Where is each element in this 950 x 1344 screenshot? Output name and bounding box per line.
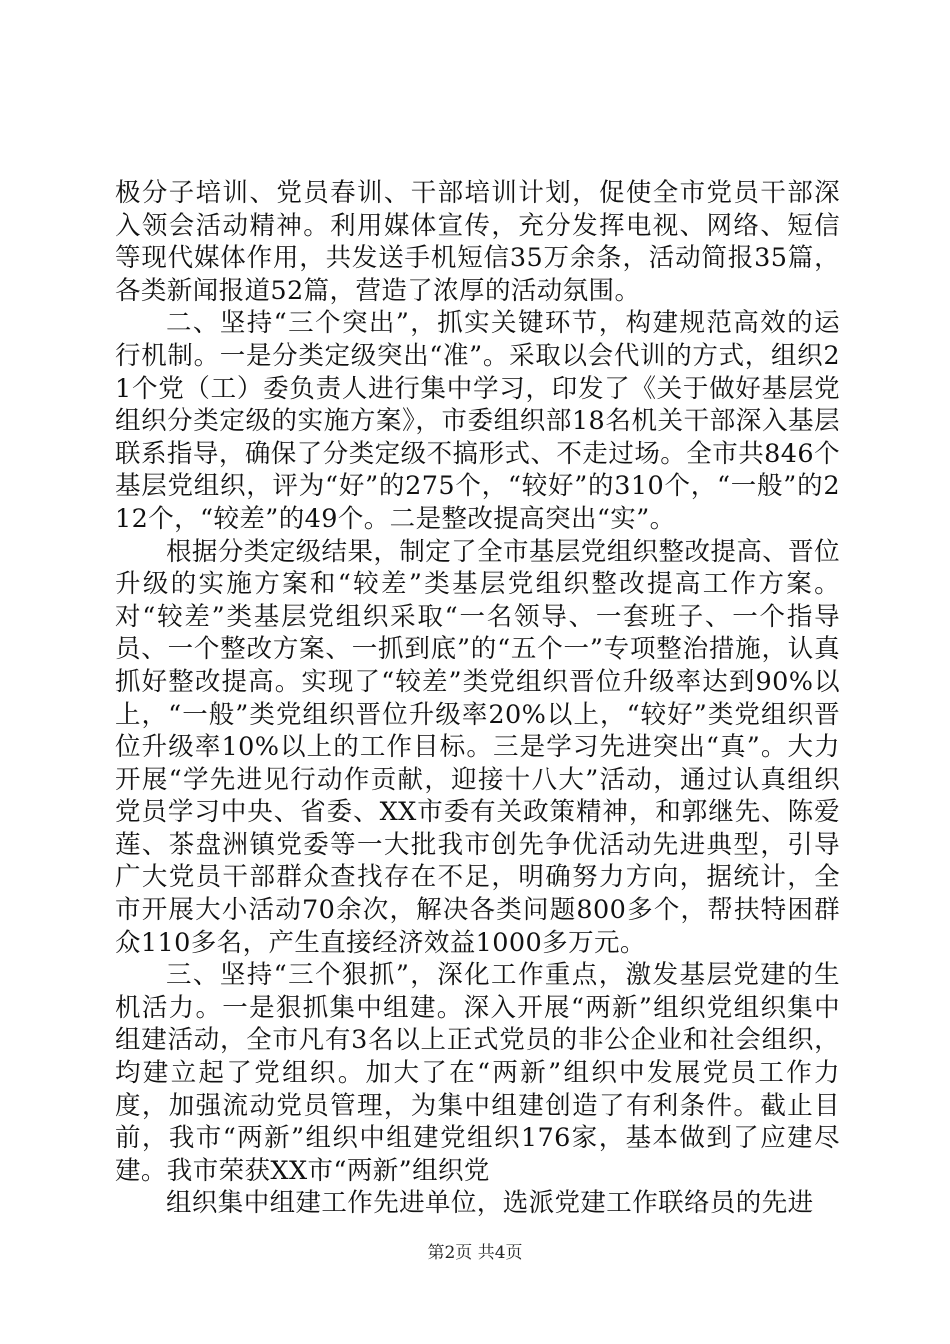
paragraph-4: 三、坚持“三个狠抓”，深化工作重点，激发基层党建的生机活力。一是狠抓集中组建。深入开展“两新”组织党组织集中组建活动，全市凡有3名以上正式党员的非公企业和社会组织，均建立起了党组织。加大了在“两新”组织中发展党员工作力度，加强流动党员管理，为集中组建创造了有利条件。截止目前，我市“两新”组织中组建党组织176家，基本做到了应建尽建。我市荣获XX市“两新”组织党 — [115, 960, 840, 1186]
paragraph-2: 二、坚持“三个突出”，抓实关键环节，构建规范高效的运行机制。一是分类定级突出“准”。采取以会代训的方式，组织21个党（工）委负责人进行集中学习，印发了《关于做好基层党组织分类定级的实施方案》，市委组织部18名机关干部深入基层联系指导，确保了分类定级不搞形式、不走过场。全市共846个基层党组织，评为“好”的275个，“较好”的310个，“一般”的212个，“较差”的49个。二是整改提高突出“实”。 — [115, 308, 840, 534]
paragraph-5: 组织集中组建工作先进单位，选派党建工作联络员的先进 — [166, 1188, 814, 1219]
document-body — [115, 177, 840, 1220]
page-footer: 第2页 共4页 — [427, 1243, 523, 1263]
paragraph-3: 根据分类定级结果，制定了全市基层党组织整改提高、晋位升级的实施方案和“较差”类基层党组织整改提高工作方案。对“较差”类基层党组织采取“一名领导、一套班子、一个指导员、一个整改方案、一抓到底”的“五个一”专项整治措施，认真抓好整改提高。实现了“较差”类党组织晋位升级率达到90%以上，“一般”类党组织晋位升级率20%以上，“较好”类党组织晋位升级率10%以上的工作目标。三是学习先进突出“真”。大力开展“学先进见行动作贡献，迎接十八大”活动，通过认真组织党员学习中央、省委、XX市委有关政策精神，和郭继先、陈爱莲、茶盘洲镇党委等一大批我市创先争优活动先进典型，引导广大党员干部群众查找存在不足，明确努力方向，据统计，全市开展大小活动70余次，解决各类问题800多个，帮扶特困群众110多名，产生直接经济效益1000多万元。 — [115, 536, 840, 958]
paragraph-1: 极分子培训、党员春训、干部培训计划，促使全市党员干部深入领会活动精神。利用媒体宣传，充分发挥电视、网络、短信等现代媒体作用，共发送手机短信35万余条，活动简报35篇，各类新闻报道52篇，营造了浓厚的活动氛围。 — [115, 178, 840, 306]
